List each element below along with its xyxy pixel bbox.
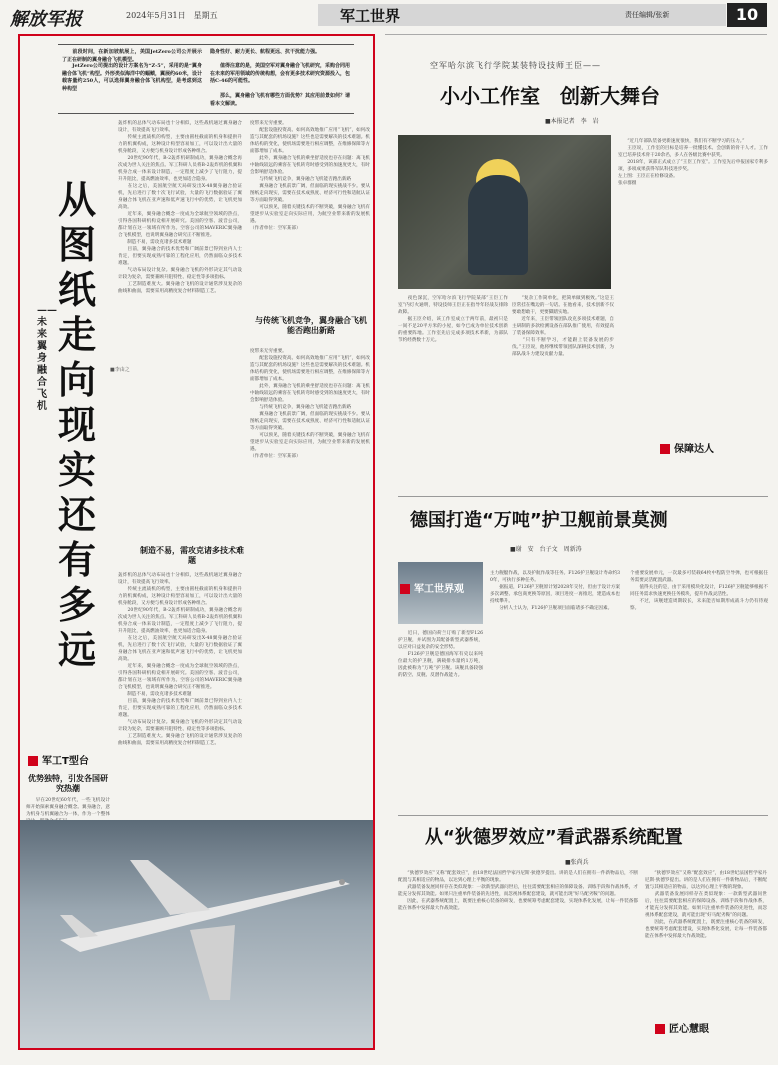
diderot-body-2: “狄德罗效应”又称“配套效应”，由18世纪法国哲学家丹尼斯·狄德罗提出。讲的是人们在拥有一件新物品后，不断配置与其相适应的物品，以达到心理上平衡的现象。 武器装备发展同样存在类似现象：一款新型武器问世后，往往需要配套相应的保障设备、训练手段和作战体系，才能充分发挥其效能。如果只注重单件装备的先进性，而忽视体系配套建设，就可能出现“好马配劣鞍”的问题。 因此，在武器系统配置上，既要注重核心装备的研发，也要统筹考虑配套建设，实现体系化发展，让每一件装备都能在体系中发挥最大作战效能。 — [645, 871, 767, 939]
mid-col-text-2: 轰炸机的总体气动布局也十分相似，这些战机通过翼身融合设计，有效提高飞行效率。 传统主流战机的构型，主要由圆柱截面的机身和提供升力的机翼构成，这种设计构型容易加工，可以设计出大量的机身舱段，又方便与机身设计形成各种组合。 20世纪90年代，B-2轰炸机研制成功，翼身融合概念再次成为世人关注的焦点。军工科研人员将B-2轰炸机的机翼和机身合成一体来设计制造，一定程度上减少了飞行阻力，提升升阻比，提高燃油效率，也更加适合隐身。 在这之后，美国航空航天局研发出X-48翼身融合验证机，先后进行了数十次飞行试验，大量的飞行数据验证了翼身融合体飞机在亚声速和低声速飞行中的优势，让飞机更加高效。 近年来，翼身融合概念一度成为全球航空领域的热点，引得各国科研机构竞相开展研究。美国的空客、波音公司，都计划在这一领域有所作为。空客公司的MAVERIC翼身融合飞机模型，也说明翼身融合研究正不断推进。 制造不易，需攻克诸多技术难题 目前，翼身融合的技术优势和广阔前景已得到业内人士肯定，但要实现成熟可靠的工程化应用，仍然面临众多技术难题。 气动布局设计复杂。翼身融合飞机的外形决定其气动设计较为复杂，需要兼顾升阻特性、稳定性等多项指标。 工艺制造难度大。翼身融合飞机的设计通常涉及复杂的曲线和曲面，需要采用高精度复合材料制造工艺。 — [118, 573, 242, 746]
technician-photo — [398, 135, 611, 289]
left-byline: ■李由之 — [110, 367, 130, 373]
quote-text-4: 值得注意的是，美国空军对翼身融合飞机研究，采购合同用在未来的军用领域的传统构想，会有更多技术研究资源投入，包括C-46的可能性。 — [210, 63, 351, 84]
issue-date: 2024年5月31日 星期五 — [126, 11, 218, 20]
page-header — [0, 0, 778, 30]
quote-text-5: 那么，翼身融合飞机有哪些方面优势？其应用前景如何？请看本文解读。 — [210, 93, 351, 107]
subhead-mid: 制造不易，需攻克诸多技术难题 — [140, 545, 244, 565]
workshop-col-1: 夜色深沉，空军哈尔滨飞行学院某部“王臣工作室”内灯火通明，特设技师王臣正在指导年轻战友排除故障。 据王臣介绍，该工作室成立于两年前，最初只是一间不足20平方米的小屋，如今已成为单位技术创新的重要阵地。工作室先后完成多项技术革新，为部队节约经费数十万元。 — [398, 296, 508, 343]
workshop-col-2: “复杂工作简单化，把简单做到极致。”这是王臣常挂在嘴边的一句话。在他看来，技术创新不仅要敢想敢干，更要脚踏实地。 近年来，王臣带领团队攻克多项技术难题，自主研制的多款检测设备在部队推广使用，有效提高了装备保障效率。 “只有不断学习，才能跟上装备发展的步伐。”王臣说，他将继续带领团队深耕技术创新，为部队战斗力建设贡献力量。 — [512, 296, 614, 357]
bomber-aircraft-icon — [20, 820, 373, 1048]
frigate-byline: ■谢 安 台子文 周新涛 — [510, 546, 582, 553]
left-col-text: 早在20世纪60年代，一些飞机设计师开始探索翼身融合概念。翼身融合，意为机身与机翼融合为一体，作为一个整体 — [26, 798, 110, 817]
tag-marker-icon — [28, 756, 38, 766]
divider-1 — [398, 496, 768, 497]
quote-text-3: 隐身性好、耐力更长、航程更远、抗干扰能力强。 — [210, 49, 321, 55]
diderot-headline: 从“狄德罗效应”看武器系统配置 — [425, 827, 683, 848]
tag-worldview — [400, 580, 464, 595]
tag-label: 匠心慧眼 — [669, 1024, 709, 1035]
tag-insight — [655, 1020, 709, 1035]
workshop-reporter: ■本报记者 李 岩 — [545, 118, 599, 125]
subhead-right: 与传统飞机竞争，翼身融合飞机能否跑出新路 — [255, 315, 367, 335]
quote-text-2: JetZero公司提出的设计方案名为“Z-5”，采用的是“翼身融合体飞机”构型。外形类似海洋中的蝠鲼，翼展约60米，设计载客量约250人，可以选择翼身融合体飞机构型，是考虑到这种构型 — [62, 63, 202, 92]
tag-label: 军工世界观 — [414, 584, 464, 595]
diderot-body: “狄德罗效应”又称“配套效应”，由18世纪法国哲学家丹尼斯·狄德罗提出。讲的是人们在拥有一件新物品后，不断配置与其相适应的物品，以达到心理上平衡的现象。 武器装备发展同样存在类似现象：一款新型武器问世后，往往需要配套相应的保障设备、训练手段和作战体系，才能充分发挥其效能。如果只注重单件装备的先进性，而忽视体系配套建设，就可能出现“好马配劣鞍”的问题。 因此，在武器系统配置上，既要注重核心装备的研发，也要统筹考虑配套建设，实现体系化发展，让每一件装备都能在体系中发挥最大作战效能。 — [398, 871, 638, 911]
frigate-col-1: 近日，德国向荷兰订购了新型F126护卫舰，并试图为其配备新型武器系统，以应对日益复杂的安全形势。 F126护卫舰是德国海军有史以来吨位最大的护卫舰，满载排水量约1万吨，因此被称为“万吨”护卫舰。该舰具备较强的防空、反舰、反潜作战能力。 — [398, 631, 483, 678]
section-title: 军工世界 — [340, 7, 401, 25]
main-subtitle: ——未来翼身融合飞机 — [37, 305, 57, 412]
mid-col-text: 轰炸机的总体气动布局也十分相似，这些战机通过翼身融合设计，有效提高飞行效率。 传统主流战机的构型，主要由圆柱截面的机身和提供升力的机翼构成，这种设计构型容易加工，可以设计出大量的机身舱段，又方便与机身设计形成各种组合。 20世纪90年代，B-2轰炸机研制成功，翼身融合概念再次成为世人关注的焦点。军工科研人员将B-2轰炸机的机翼和机身合成一体来设计制造，一定程度上减少了飞行阻力，提升升阻比，提高燃油效率，也更加适合隐身。 在这之后，美国航空航天局研发出X-48翼身融合验证机，先后进行了数十次飞行试验，大量的飞行数据验证了翼身融合体飞机在亚声速和低声速飞行中的优势，让飞机更加高效。 近年来，翼身融合概念一度成为全球航空领域的热点，引得各国科研机构竞相开展研究。美国的空客、波音公司，都计划在这一领域有所作为。空客公司的MAVERIC翼身融合飞机模型，也说明翼身融合研究正不断推进。 制造不易，需攻克诸多技术难题 目前，翼身融合的技术优势和广阔前景已得到业内人士肯定，但要实现成熟可靠的工程化应用，仍然面临众多技术难题。 气动布局设计复杂。翼身融合飞机的外形决定其气动设计较为复杂，需要兼顾升阻特性、稳定性等多项指标。 工艺制造难度大。翼身融合飞机的设计通常涉及复杂的曲线和曲面，需要采用高精度复合材料制造工艺。 — [118, 121, 242, 294]
lead-quote — [58, 44, 354, 114]
worker-figure-icon — [468, 175, 528, 275]
diderot-byline: ■张尚兵 — [565, 859, 589, 866]
tag-marker-icon — [400, 584, 410, 594]
divider-2 — [398, 815, 768, 816]
tag-support — [660, 440, 714, 455]
frigate-col-3: 个重要发展单元，一次最多可装载64枚中程防空导弹，也可根据任务需要灵活配置武器。 值得关注的是，由于采用模块化设计，F126护卫舰能够根据不同任务需求快速更换任务模块，提升作战灵活性。 不过，该舰建造周期较长，未来能否如期形成战斗力仍有待观察。 — [630, 571, 768, 611]
masthead-logo: 解放军报 — [10, 9, 82, 30]
tag-label: 军工T型台 — [42, 756, 89, 767]
editor-credit: 责任编辑/张新 — [625, 11, 670, 19]
workshop-headline: 小小工作室 创新大舞台 — [440, 84, 660, 108]
right-col-text-2: 度带来无穷重要。 配套设施投资高。如何高效地推广应用“飞机”，如何改造与其配套的机场设施？这些也是需要解决的技术难题。机体结构的变化，使机场需要进行相应调整，在维修保障等方面都增加了成本。 此外，翼身融合飞机的乘坐舒适度也存在问题：离飞机中轴线较远的乘客在飞机转弯时感受到的加速度更大，有时会影响舒适体验。 与传统飞机竞争，翼身融合飞机能否跑出新路 翼身融合飞机前景广阔，但面临的现实挑战不少。要从图纸走向现实，需要在技术成熟度、经济可行性和适航认证等方面取得突破。 可以预见，随着关键技术的不断突破，翼身融合飞机有望逐步从实验室走向实际应用，为航空业带来新的发展机遇。 （作者单位：空军某部） — [250, 349, 370, 459]
frigate-col-2: 主力舰艇作战，以及护航作战等任务。F126护卫舰设计寿命约30年，可执行多种任务。 据报道，F126护卫舰原计划2028年交付，但由于设计方案多次调整、承包商更换等原因，项目进度一再推迟，建造成本也持续攀升。 分析人士认为，F126护卫舰项目面临诸多不确定因素。 — [490, 571, 620, 611]
subhead-left: 优势独特，引发各国研究热潮 — [28, 773, 108, 793]
main-headline: 从图纸走向现实还有多远 — [58, 178, 97, 672]
page-number: 10 — [727, 3, 767, 27]
tag-marker-icon — [660, 444, 670, 454]
quote-text-1: 前段时间，在新加坡航展上，美国JetZero公司公开展示了正在研制的翼身融合飞机模型。 — [62, 49, 202, 63]
right-col-text: 度带来无穷重要。 配套设施投资高。如何高效地推广应用“飞机”，如何改造与其配套的机场设施？这些也是需要解决的技术难题。机体结构的变化，使机场需要进行相应调整，在维修保障等方面都增加了成本。 此外，翼身融合飞机的乘坐舒适度也存在问题：离飞机中轴线较远的乘客在飞机转弯时感受到的加速度更大，有时会影响舒适体验。 与传统飞机竞争，翼身融合飞机能否跑出新路 翼身融合飞机前景广阔，但面临的现实挑战不少。要从图纸走向现实，需要在技术成熟度、经济可行性和适航认证等方面取得突破。 可以预见，随着关键技术的不断突破，翼身融合飞机有望逐步从实验室走向实际应用，为航空业带来新的发展机遇。 （作者单位：空军某部） — [250, 121, 370, 231]
kicker-text: 空军哈尔滨飞行学院某装特设技师王臣—— — [430, 61, 601, 70]
workshop-col-right: “近几年部队装备更新速度很快，我们有不断学习的压力。” 王臣说，工作室的目标是培养一批懂技术、会创新的骨干人才。工作室已培养技术骨干20余名，多人在各级比赛中获奖。 2018年，该部正式成立了“王臣工作室”。工作室先后申报国家专利多项，多项成果获得军队科技进步奖。 左上图：王臣正在检修设备。 张卓群摄 — [618, 139, 768, 186]
tag-t-stage — [28, 752, 89, 767]
top-rule — [385, 34, 767, 35]
tag-marker-icon — [655, 1024, 665, 1034]
aircraft-photo — [20, 820, 373, 1048]
frigate-headline: 德国打造“万吨”护卫舰前景莫测 — [410, 510, 668, 531]
tag-label: 保障达人 — [674, 444, 714, 455]
